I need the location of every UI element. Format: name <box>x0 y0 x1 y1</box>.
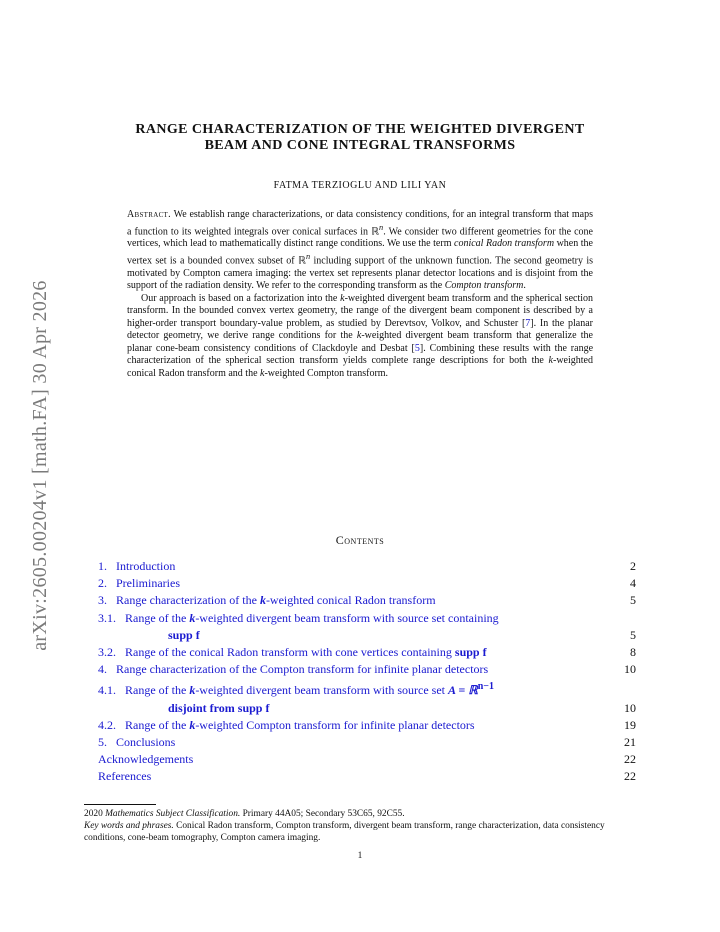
keywords-label: Key words and phrases. <box>84 821 174 831</box>
toc-link[interactable]: Acknowledgements <box>98 752 194 767</box>
title-line-2: BEAM AND CONE INTEGRAL TRANSFORMS <box>204 138 516 153</box>
toc-math: k <box>189 683 196 698</box>
toc-number: 2. <box>98 576 107 591</box>
authors: FATMA TERZIOGLU AND LILI YAN <box>273 180 447 191</box>
toc-math: supp f <box>454 645 487 660</box>
toc-link[interactable]: Range characterization of the Compton transform for infinite planar detectors <box>116 662 489 677</box>
toc-row-section-3-2[interactable] <box>98 644 636 661</box>
abstract-label: Abstract. <box>127 209 171 220</box>
toc-row-section-3-1[interactable] <box>98 610 636 644</box>
footnote-divider <box>84 804 156 805</box>
table-of-contents <box>98 558 636 786</box>
toc-row-section-4-2[interactable] <box>98 717 636 734</box>
keywords-text: Conical Radon transform, Compton transform, divergent beam transform, range characterization, data consistency conditions, cone-beam tomography, Compton camera imaging. <box>84 821 605 843</box>
msc-label: Mathematics Subject Classification. <box>105 809 241 819</box>
toc-page: 2 <box>630 559 636 573</box>
paper-title <box>90 122 630 154</box>
toc-link[interactable]: Preliminaries <box>116 576 180 591</box>
abstract-text: when the vertex set is a bounded convex subset of ℝ <box>127 238 593 267</box>
toc-link[interactable]: Range of the <box>125 683 187 698</box>
toc-row-conclusions[interactable] <box>98 734 636 751</box>
toc-number: 4. <box>98 662 107 677</box>
abstract-text: -weighted Compton transform. <box>264 367 389 379</box>
toc-number: 3.1. <box>98 610 116 625</box>
toc-math: A = ℝ <box>448 683 478 698</box>
toc-page: 5 <box>630 627 636 642</box>
abstract-text: ]. In the planar detector geometry, we derive range conditions for the <box>127 317 593 342</box>
msc-year: 2020 <box>84 809 103 819</box>
abstract-text: including support of the unknown function. The second geometry is motivated by Compton camera imaging: the vertex set represents planar detector locations and is disjoint from the support of the radiation density. We refer to the corresponding transform as the <box>127 255 594 292</box>
toc-row-acknowledgements[interactable] <box>98 751 636 768</box>
toc-number: 1. <box>98 559 107 573</box>
toc-link[interactable]: Conclusions <box>116 735 176 750</box>
abstract-term: Compton transform <box>444 280 524 292</box>
abstract-text: . <box>523 280 526 292</box>
toc-link[interactable]: References <box>98 769 152 784</box>
toc-link[interactable]: Range characterization of the <box>116 593 257 608</box>
abstract-text: . We consider two different geometries for the cone vertices, which lead to mathematically distinct range conditions. We use the term <box>127 225 593 250</box>
toc-math: k <box>259 593 266 608</box>
toc-link[interactable]: disjoint from supp f <box>168 700 270 715</box>
abstract-text: -weighted divergent beam transform and the spherical section transform. In the bounded convex vertex geometry, the range of the divergent beam component is described by a higher-order transport boundary-value problem, as studied by Derevtsov, Volkov, and Schuster [ <box>127 292 593 329</box>
toc-number: 4.1. <box>98 683 116 698</box>
toc-link[interactable]: Introduction <box>116 559 176 573</box>
arxiv-stamp <box>20 245 60 685</box>
citation-link[interactable]: 7 <box>525 317 531 329</box>
msc-line <box>84 808 636 820</box>
abstract-term: conical Radon transform <box>454 238 555 250</box>
abstract-text: We establish range characterizations, or data consistency conditions, for an integral transform that maps a function to its weighted integrals over conical surfaces in ℝ <box>127 209 593 237</box>
toc-math: k <box>189 717 196 732</box>
abstract-text: Our approach is based on a factorization into the <box>141 292 338 304</box>
toc-page: 8 <box>630 645 636 660</box>
toc-page: 22 <box>624 769 636 784</box>
toc-row-references[interactable] <box>98 768 636 785</box>
toc-link[interactable]: -weighted conical Radon transform <box>265 593 436 608</box>
abstract-text: ]. Combining these results with the range characterization of the spherical section transform yields complete range descriptions for both the <box>127 342 594 367</box>
toc-link[interactable]: -weighted divergent beam transform with source set containing <box>195 610 499 625</box>
abstract-paragraph-2: Our approach is based on a factorization into the k-weighted divergent beam transform and the spherical section transform. In the bounded convex vertex geometry, the range of the divergent beam component is described by a higher-order transport boundary-value problem, as studied by Derevtsov, Volkov, and Schuster [7]. In the planar detector geometry, we derive range conditions for the k-weighted divergent beam transform that generalize the planar cone-beam consistency conditions of Clackdoyle and Desbat [5]. Combining these results with the range characterization of the spherical section transform yields complete range descriptions for both the k-weighted conical Radon transform and the k-weighted Compton transform. <box>127 292 594 379</box>
toc-page: 19 <box>624 717 636 732</box>
toc-number: 3. <box>98 593 107 608</box>
toc-page: 10 <box>624 662 636 677</box>
abstract-text: -weighted divergent beam transform that generalize the planar cone-beam consistency conditions of Clackdoyle and Desbat [ <box>127 330 593 354</box>
toc-row-section-3[interactable] <box>98 592 636 609</box>
contents-heading: Contents <box>335 533 385 547</box>
toc-math: supp f <box>168 627 200 642</box>
toc-link[interactable]: Range of the <box>125 717 187 732</box>
toc-row-section-4[interactable] <box>98 661 636 678</box>
toc-row-section-4-1[interactable] <box>98 678 636 716</box>
toc-page: 5 <box>630 593 636 608</box>
toc-number: 4.2. <box>98 717 116 732</box>
toc-page: 22 <box>624 752 636 767</box>
keywords-line <box>84 820 636 844</box>
toc-math: n−1 <box>477 681 494 693</box>
toc-link[interactable]: -weighted Compton transform for infinite planar detectors <box>195 717 475 732</box>
msc-codes: Primary 44A05; Secondary 53C65, 92C55. <box>242 809 405 819</box>
title-line-1: RANGE CHARACTERIZATION OF THE WEIGHTED DIVERGENT <box>135 122 585 137</box>
footnote <box>84 808 636 844</box>
toc-number: 5. <box>98 735 107 750</box>
toc-row-introduction[interactable] <box>98 558 636 575</box>
abstract <box>127 209 593 380</box>
toc-number: 3.2. <box>98 645 116 660</box>
toc-row-preliminaries[interactable] <box>98 575 636 592</box>
toc-page: 21 <box>624 735 636 750</box>
page-number: 1 <box>357 851 363 861</box>
abstract-paragraph-1: Abstract. We establish range characterizations, or data consistency conditions, for an integral transform that maps a function to its weighted integrals over conical surfaces in ℝ$^n$. We consider two different geometries for the cone vertices, which lead to mathematically distinct range conditions. We use the term conical Radon transform when the vertex set is a bounded convex subset of ℝ$^n$ including support of the unknown function. The second geometry is motivated by Compton camera imaging: the vertex set represents planar detector locations and is disjoint from the support of the radiation density. We refer to the corresponding transform as the Compton transform. <box>127 209 594 292</box>
toc-page: 10 <box>624 700 636 715</box>
citation-link[interactable]: 5 <box>414 342 420 354</box>
arxiv-stamp-text: arXiv:2605.00204v1 [math.FA] 30 Apr 2026 <box>28 279 51 651</box>
abstract-text: -weighted conical Radon transform and the <box>127 355 593 379</box>
toc-link[interactable]: Range of the <box>125 610 187 625</box>
toc-page: 4 <box>630 576 636 591</box>
toc-link[interactable]: Range of the conical Radon transform with cone vertices containing <box>125 645 452 660</box>
toc-link[interactable]: -weighted divergent beam transform with source set <box>195 683 446 698</box>
toc-math: k <box>189 610 196 625</box>
